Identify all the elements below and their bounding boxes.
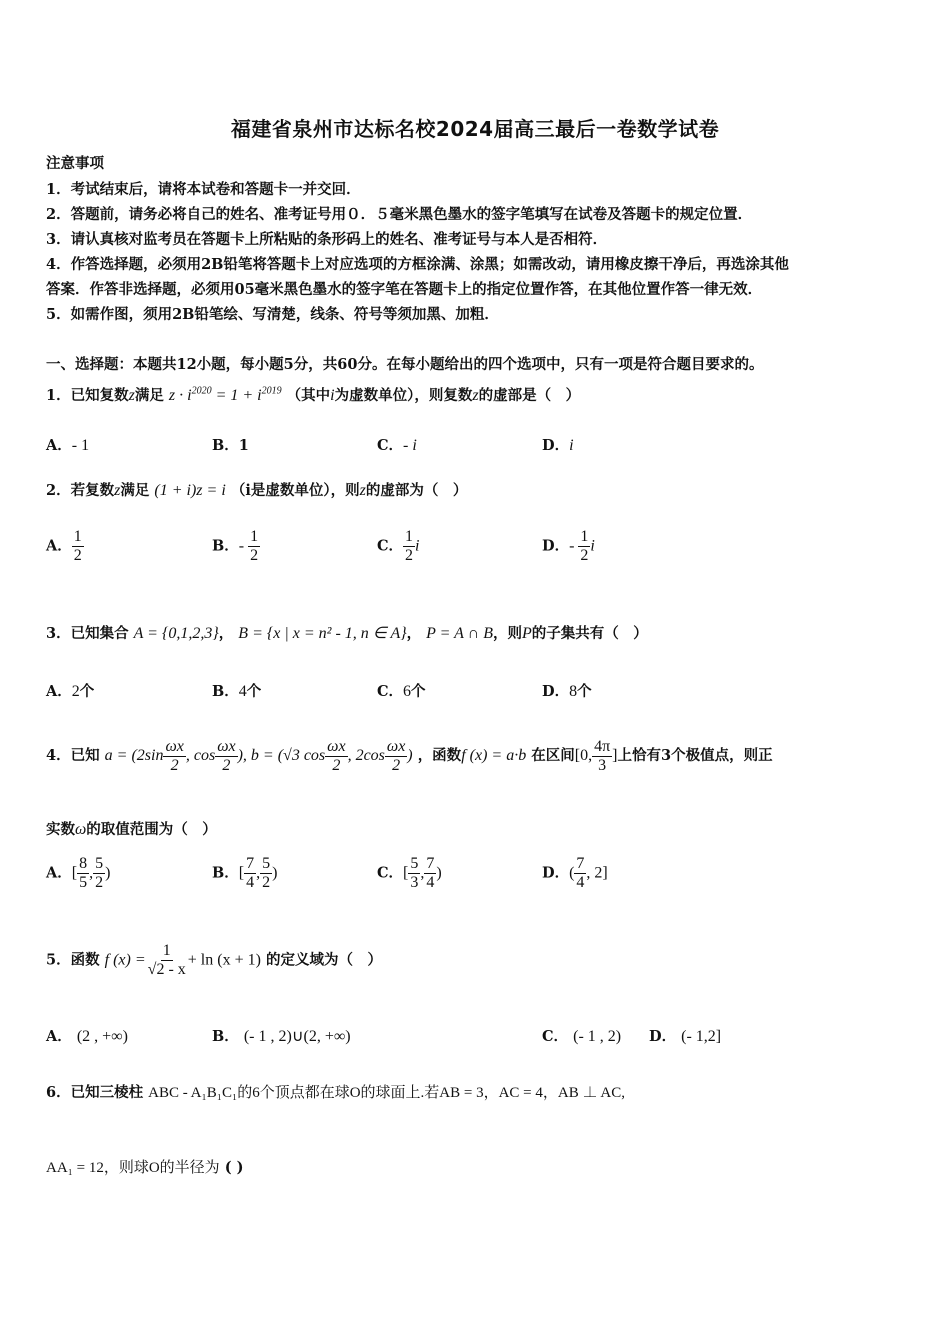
q4-a-lhs: a = (2sin (104, 747, 164, 765)
notice-heading: 注意事项 (46, 155, 104, 172)
numerator: 7 (426, 855, 435, 872)
option-suffix: i (590, 537, 595, 555)
numerator: ωx (386, 738, 406, 755)
option-label: D． (542, 683, 570, 700)
notice-item: 5．如需作图，须用2B铅笔绘、写清楚，线条、符号等须加黑、加粗． (46, 306, 499, 323)
option-label: C． (377, 864, 404, 882)
option-label: C． (377, 683, 404, 700)
q4-pre: 4．已知 (46, 747, 100, 765)
q1-equation (169, 387, 282, 404)
q1-exp-b: 2019 (261, 385, 282, 397)
option-fraction (403, 528, 415, 565)
question-5 (46, 942, 382, 979)
option-fraction (77, 855, 89, 892)
q1-exp-a: 2020 (191, 385, 212, 397)
option-label: C． (377, 537, 404, 555)
question-4-line-2 (46, 818, 217, 839)
numerator: 5 (95, 855, 104, 872)
notice-item: 1．考试结束后，请将本试卷和答题卡一并交回． (46, 181, 361, 198)
q2-option-d[interactable] (542, 528, 595, 565)
q1-option-d[interactable] (542, 434, 574, 455)
notice-item: 3．请认真核对监考员在答题卡上所粘贴的条形码上的姓名、准考证号与本人是否相符． (46, 231, 608, 248)
q6-text1: ABC - A₁B₁C₁的6个顶点都在球O的球面上.若AB = 3，AC = 4，AB ⊥ AC, (148, 1085, 625, 1101)
q4-interval-text: 在区间 (531, 747, 575, 765)
denominator: 2 (332, 757, 341, 774)
q3-set-a: A = {0,1,2,3} (133, 625, 219, 642)
option-sign: - (569, 537, 579, 555)
q2-option-c[interactable] (377, 528, 420, 565)
q4-line2-b: 的取值范围为（ ） (86, 821, 217, 838)
q5-option-d[interactable] (649, 1025, 721, 1046)
q2-equation: (1 + i)z = i (154, 482, 226, 499)
question-6 (46, 1081, 625, 1102)
option-value: i (569, 437, 574, 454)
option-open: [ (403, 864, 409, 882)
q3-option-d[interactable] (542, 680, 592, 701)
option-label: A． (46, 1028, 72, 1045)
option-close: ] (602, 864, 608, 882)
q4-option-a[interactable]: A．[ $\frac{8}{5}$ , $\frac{5}{2}$ ) (46, 855, 111, 891)
option-close: ) (272, 864, 278, 882)
option-label: B． (212, 864, 239, 882)
denominator: 4 (246, 874, 255, 891)
option-close: ) (105, 864, 111, 882)
q3-set-b: B = {x | x = n² - 1, n ∈ A} (238, 625, 407, 642)
option-value: 6 (403, 683, 412, 700)
option-label: C． (377, 437, 404, 454)
exam-title: 福建省泉州市达标名校2024届高三最后一卷数学试卷 (230, 117, 720, 141)
numerator: 5 (410, 855, 419, 872)
question-2 (46, 479, 467, 500)
q4-line2-a: 实数 (46, 821, 75, 838)
option-value: (- 1 , 2)∪(2, +∞) (243, 1028, 351, 1045)
q4-func-text: ，函数 (417, 747, 462, 765)
numerator: 1 (580, 528, 589, 545)
denominator: 2 (95, 874, 104, 891)
option-unit: 个 (79, 683, 95, 700)
option-value: (- 1,2] (681, 1028, 722, 1045)
q5-pre: 5．函数 (46, 951, 100, 969)
q2-pre: 2．若复数 (46, 482, 115, 499)
option-label: D． (542, 864, 570, 882)
q1-var: z (128, 387, 135, 404)
q5-option-a[interactable] (46, 1025, 128, 1046)
option-value: 2 (71, 683, 80, 700)
numerator: ωx (165, 738, 184, 755)
option-label: D． (542, 437, 570, 454)
option-fraction (260, 855, 272, 892)
q1-option-b[interactable] (212, 434, 249, 455)
q4-frac (215, 738, 237, 775)
q4-option-b[interactable]: B．[ $\frac{7}{4}$ , $\frac{5}{2}$ ) (212, 855, 278, 891)
numerator: ωx (217, 738, 236, 755)
q1-option-c[interactable] (377, 434, 417, 455)
question-3 (46, 622, 648, 643)
option-label: C． (542, 1028, 569, 1045)
option-open: [ (238, 864, 245, 882)
q4-b-lhs: ), b = (√3 cos (237, 747, 326, 765)
denominator: 2 (580, 547, 589, 564)
denominator: 2 (405, 547, 414, 564)
q5-rhs: + ln (x + 1) (187, 951, 261, 969)
option-label: A． (46, 537, 72, 555)
q1-post-a: （其中 (286, 387, 331, 404)
option-label: A． (46, 437, 72, 454)
numerator: ωx (327, 738, 346, 755)
numerator: 1 (250, 528, 259, 545)
option-value: 8 (569, 683, 578, 700)
q6-text2: AA₁ = 12，则球O的半径为 (46, 1160, 220, 1176)
option-fraction (424, 855, 436, 892)
q4-frac (385, 738, 407, 775)
option-value: - 1 (71, 437, 90, 454)
denominator: √2 - x (147, 961, 186, 978)
numerator: 8 (79, 855, 88, 872)
option-label: B． (212, 683, 239, 700)
q2-mid: 满足 (120, 482, 150, 499)
q1-eq-b: = 1 + i (211, 387, 262, 404)
denominator: 2 (392, 757, 401, 774)
option-label: B． (212, 1028, 239, 1045)
option-close: ) (436, 864, 442, 882)
q1-mid: 满足 (134, 387, 164, 404)
q1-post-i: i (330, 387, 335, 404)
option-value: - i (403, 437, 417, 454)
q4-omega: ω (75, 821, 87, 838)
q4-interval-close: ] (612, 747, 618, 765)
option-label: D． (542, 537, 570, 555)
q4-post: 上恰有3个极值点，则正 (617, 747, 773, 765)
section-heading: 一、选择题：本题共12小题，每小题5分，共60分。在每小题给出的四个选项中，只有一项是符合题目要求的。 (46, 356, 764, 373)
option-unit: 个 (411, 683, 426, 700)
q4-frac (325, 738, 347, 775)
q4-frac (163, 738, 185, 775)
option-fraction (408, 855, 420, 892)
option-fraction (248, 528, 260, 565)
option-fraction (574, 855, 586, 892)
q2-post-z: z (359, 482, 366, 499)
q6-paren: ( ) (224, 1159, 244, 1176)
q4-func: f (x) = a·b (461, 747, 527, 765)
q5-lhs: f (x) = (104, 951, 146, 969)
option-value: 1 (238, 437, 249, 454)
q4-interval-frac (592, 738, 612, 775)
q1-post-c: 的虚部是（ ） (478, 387, 581, 404)
notice-item: 答案．作答非选择题，必须用05毫米黑色墨水的签字笔在答题卡上的指定位置作答，在其他位置作答一律无效． (46, 281, 763, 298)
denominator: 2 (170, 757, 179, 774)
option-unit: 个 (246, 683, 262, 700)
q1-option-a[interactable] (46, 434, 89, 455)
q2-post-b: 的虚部为（ ） (365, 482, 468, 499)
q3-option-b[interactable] (212, 680, 261, 701)
q2-option-b[interactable] (212, 528, 260, 565)
option-sign: - (238, 537, 249, 555)
option-label: D． (649, 1028, 677, 1045)
q1-post-b: 为虚数单位），则复数 (334, 387, 473, 404)
numerator: 1 (405, 528, 414, 545)
denominator: 3 (410, 874, 419, 891)
option-fraction (93, 855, 105, 892)
q4-option-d[interactable] (542, 855, 608, 892)
q5-option-b[interactable] (212, 1025, 351, 1046)
q3-set-p: P = A ∩ B (426, 625, 493, 642)
numerator: 1 (162, 942, 171, 959)
question-1 (46, 384, 580, 405)
numerator: 7 (246, 855, 255, 872)
question-4 (46, 738, 773, 775)
q2-var: z (114, 482, 121, 499)
q3-mid: ，则 (492, 625, 522, 642)
q3-option-a[interactable] (46, 680, 94, 701)
q4-close: ) (407, 747, 413, 765)
option-label: A． (46, 864, 72, 882)
q6-pre: 6．已知三棱柱 (46, 1084, 144, 1101)
option-suffix: i (415, 537, 420, 555)
denominator: 3 (598, 757, 607, 774)
numerator: 4π (594, 738, 611, 755)
option-value: (- 1 , 2) (573, 1028, 622, 1045)
denominator: 2 (262, 874, 271, 891)
q4-a-mid: , cos (185, 747, 216, 765)
option-value: 4 (238, 683, 247, 700)
numerator: 7 (576, 855, 585, 872)
q2-post-a: （i是虚数单位），则 (230, 482, 360, 499)
q1-pre: 1．已知复数 (46, 387, 129, 404)
option-value: (2 , +∞) (76, 1028, 128, 1045)
option-open: ( (569, 864, 575, 882)
q3-option-c[interactable] (377, 680, 426, 701)
q5-frac (146, 942, 188, 979)
q2-option-a[interactable] (46, 528, 84, 565)
option-label: B． (212, 437, 239, 454)
q3-p: P (521, 625, 532, 642)
q3-comma2: ， (406, 625, 422, 642)
option-tail: , 2 (586, 864, 603, 882)
option-fraction (72, 528, 84, 565)
denominator: 5 (79, 874, 88, 891)
q3-pre: 3．已知集合 (46, 625, 129, 642)
question-6-line-2 (46, 1156, 244, 1177)
option-label: B． (212, 537, 239, 555)
q5-option-c[interactable] (542, 1025, 621, 1046)
notice-item: 2．答题前，请务必将自己的姓名、准考证号用０．５毫米黑色墨水的签字笔填写在试卷及答题卡的规定位置． (46, 206, 753, 223)
denominator: 2 (73, 547, 82, 564)
option-fraction (244, 855, 256, 892)
denominator: 4 (426, 874, 435, 891)
q4-option-c[interactable]: C．[ $\frac{5}{3}$ , $\frac{7}{4}$ ) (377, 855, 442, 891)
q1-post-z: z (472, 387, 479, 404)
q4-b-mid: , 2cos (347, 747, 385, 765)
notice-item: 4．作答选择题，必须用2B铅笔将答题卡上对应选项的方框涂满、涂黑；如需改动，请用橡皮擦干净后，再选涂其他 (46, 256, 789, 273)
numerator: 1 (73, 528, 82, 545)
option-open: [ (71, 864, 78, 882)
denominator: 2 (250, 547, 259, 564)
option-label: A． (46, 683, 72, 700)
option-unit: 个 (577, 683, 592, 700)
q3-comma1: ， (218, 625, 234, 642)
denominator: 4 (576, 874, 585, 891)
q1-eq-a: z · i (168, 387, 192, 404)
q5-post: 的定义域为（ ） (265, 951, 382, 969)
option-fraction (578, 528, 590, 565)
q3-post: 的子集共有（ ） (531, 625, 648, 642)
denominator: 2 (222, 757, 231, 774)
numerator: 5 (262, 855, 271, 872)
q4-interval-open: [0, (574, 747, 593, 765)
